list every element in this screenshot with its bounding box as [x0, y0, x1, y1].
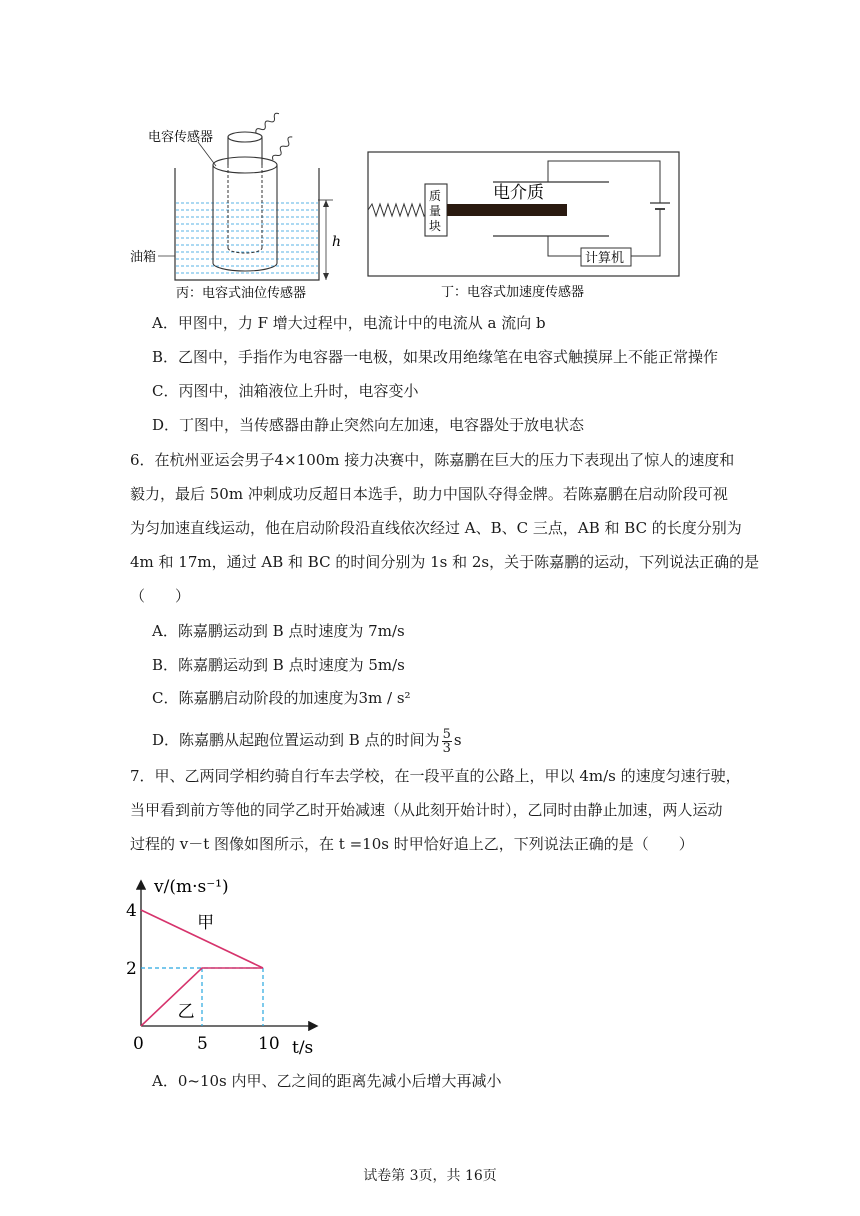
label-sensor: 电容传感器 [148, 130, 214, 145]
mass-label-2: 量 [429, 204, 442, 218]
q7-stem-line-3: 过程的 v－t 图像如图所示，在 t =10s 时甲恰好追上乙，下列说法正确的是（ ） [130, 835, 694, 853]
option-text: 陈嘉鹏从起跑位置运动到 B 点的时间为 [179, 731, 440, 749]
accelerometer-figure [365, 148, 685, 303]
spring [368, 204, 428, 216]
option-text: 0~10s 内甲、乙之间的距离先减小后增大再减小 [177, 1072, 502, 1090]
option-letter: A． [152, 622, 178, 640]
x-tick-label: 10 [258, 1034, 280, 1054]
option-text: 乙图中，手指作为电容器一电极，如果改用绝缘笔在电容式触摸屏上不能正常操作 [178, 348, 719, 366]
q6-stem-line-4: 4m 和 17m，通过 AB 和 BC 的时间分别为 1s 和 2s，关于陈嘉鹏的运动，下列说法正确的是 [130, 553, 760, 571]
option-text: 甲图中，力 F 增大过程中，电流计中的电流从 a 流向 b [177, 314, 546, 332]
q6-option-c [152, 688, 411, 708]
series-label-yi: 乙 [177, 1001, 195, 1022]
q6-stem-line-1: 6．在杭州亚运会男子4×100m 接力决赛中，陈嘉鹏在巨大的压力下表现出了惊人的速度和 [130, 451, 735, 469]
option-letter: D． [152, 731, 180, 749]
caption-bing: 丙：电容式油位传感器 [176, 286, 307, 301]
fraction-denominator: 3 [442, 740, 451, 756]
label-tank: 油箱 [130, 250, 157, 265]
option-letter: C． [152, 689, 179, 707]
option-text: 丙图中，油箱液位上升时，电容变小 [178, 382, 419, 400]
fraction-numerator: 5 [442, 726, 451, 742]
q5-option-d [152, 415, 584, 435]
q5-option-c [152, 381, 419, 401]
fraction [442, 728, 452, 755]
option-letter: A． [152, 314, 178, 332]
y-tick-label: 2 [126, 959, 137, 979]
mass-label-1: 质 [429, 189, 442, 203]
guide-lines [141, 968, 263, 1026]
option-letter: A． [152, 1072, 178, 1090]
q5-option-b [152, 347, 718, 367]
q6-option-a [152, 621, 405, 641]
option-unit: s [453, 731, 462, 749]
q7-option-a [152, 1071, 502, 1091]
mass-label-3: 块 [429, 219, 442, 233]
option-text: 丁图中，当传感器由静止突然向左加速，电容器处于放电状态 [179, 416, 585, 434]
x-axis-label: t/s [292, 1038, 314, 1058]
q6-stem-line-3: 为匀加速直线运动，他在启动阶段沿直线依次经过 A、B、C 三点，AB 和 BC 的长度分别为 [130, 519, 742, 537]
option-text: 陈嘉鹏运动到 B 点时速度为 5m/s [178, 656, 405, 674]
oil-level-sensor-figure [128, 100, 358, 305]
caption-ding: 丁：电容式加速度传感器 [441, 285, 585, 300]
page-footer: 试卷第 3页，共 16页 [363, 1168, 497, 1184]
option-letter: D． [152, 416, 180, 434]
vt-graph [118, 870, 338, 1060]
q5-option-a [152, 313, 546, 333]
y-tick-label: 4 [126, 901, 137, 921]
label-dielectric: 电介质 [493, 183, 544, 203]
q6-option-b [152, 655, 405, 675]
q6-stem-line-2: 毅力，最后 50m 冲刺成功反超日本选手，助力中国队夺得金牌。若陈嘉鹏在启动阶段可视 [130, 485, 728, 503]
option-letter: C． [152, 382, 179, 400]
q7-stem-line-2: 当甲看到前方等他的同学乙时开始减速（从此刻开始计时），乙同时由静止加速，两人运动 [130, 801, 723, 819]
label-h: h [332, 234, 342, 250]
series-label-jia: 甲 [197, 912, 215, 933]
y-axis-label: v/(m·s⁻¹) [154, 877, 229, 897]
q6-stem-line-5: （ ） [130, 587, 191, 605]
label-computer: 计算机 [585, 251, 625, 266]
x-tick-label: 0 [133, 1034, 144, 1054]
dielectric-bar [447, 204, 567, 216]
option-letter: B． [152, 656, 179, 674]
option-text: 陈嘉鹏运动到 B 点时速度为 7m/s [177, 622, 405, 640]
q7-stem-line-1: 7．甲、乙两同学相约骑自行车去学校，在一段平直的公路上，甲以 4m/s 的速度匀速行驶， [130, 767, 741, 785]
option-letter: B． [152, 348, 179, 366]
option-text: 陈嘉鹏启动阶段的加速度为3m / s² [178, 689, 411, 707]
x-tick-label: 5 [197, 1034, 208, 1054]
q6-option-d [152, 723, 462, 757]
oil-liquid [176, 203, 318, 273]
